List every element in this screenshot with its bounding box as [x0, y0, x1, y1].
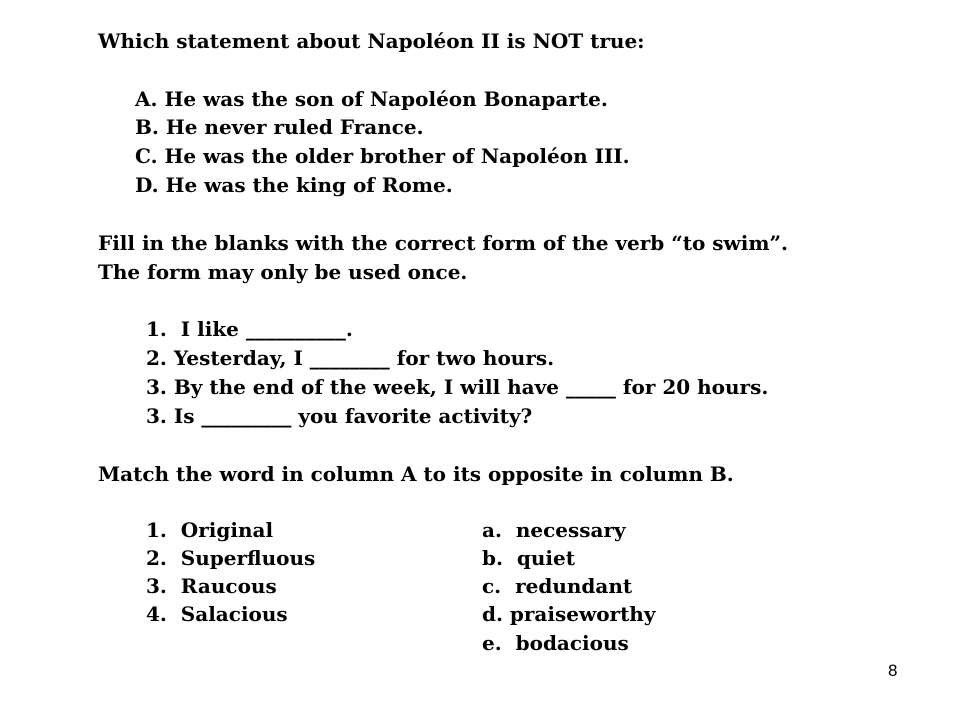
question-1-option-d: D. He was the king of Rome.	[135, 173, 453, 197]
question-1-option-a: A. He was the son of Napoléon Bonaparte.	[135, 87, 608, 111]
question-2-item-4: 3. Is _________ you favorite activity?	[146, 404, 533, 428]
question-2-item-1: 1. I like __________.	[146, 317, 353, 341]
question-2-item-3: 3. By the end of the week, I will have _____ for 20 hours.	[146, 375, 769, 399]
question-2-prompt-line-1: Fill in the blanks with the correct form of the verb “to swim”.	[98, 231, 788, 255]
column-b-item-d: d. praiseworthy	[482, 602, 656, 626]
column-a-item-4: 4. Salacious	[146, 602, 288, 626]
column-b-item-c: c. redundant	[482, 574, 633, 598]
question-1-prompt: Which statement about Napoléon II is NOT true:	[98, 29, 645, 53]
question-2-prompt-line-2: The form may only be used once.	[98, 260, 468, 284]
column-a-item-1: 1. Original	[146, 518, 274, 542]
page-number: 8	[888, 661, 898, 680]
column-b-item-e: e. bodacious	[482, 631, 629, 655]
question-2-item-2: 2. Yesterday, I ________ for two hours.	[146, 346, 555, 370]
column-a-item-2: 2. Superfluous	[146, 546, 316, 570]
question-3-prompt: Match the word in column A to its opposite in column B.	[98, 462, 734, 486]
question-1-option-b: B. He never ruled France.	[135, 115, 424, 139]
column-b-item-b: b. quiet	[482, 546, 575, 570]
question-1-option-c: C. He was the older brother of Napoléon III.	[135, 144, 630, 168]
column-b-item-a: a. necessary	[482, 518, 626, 542]
column-a-item-3: 3. Raucous	[146, 574, 277, 598]
